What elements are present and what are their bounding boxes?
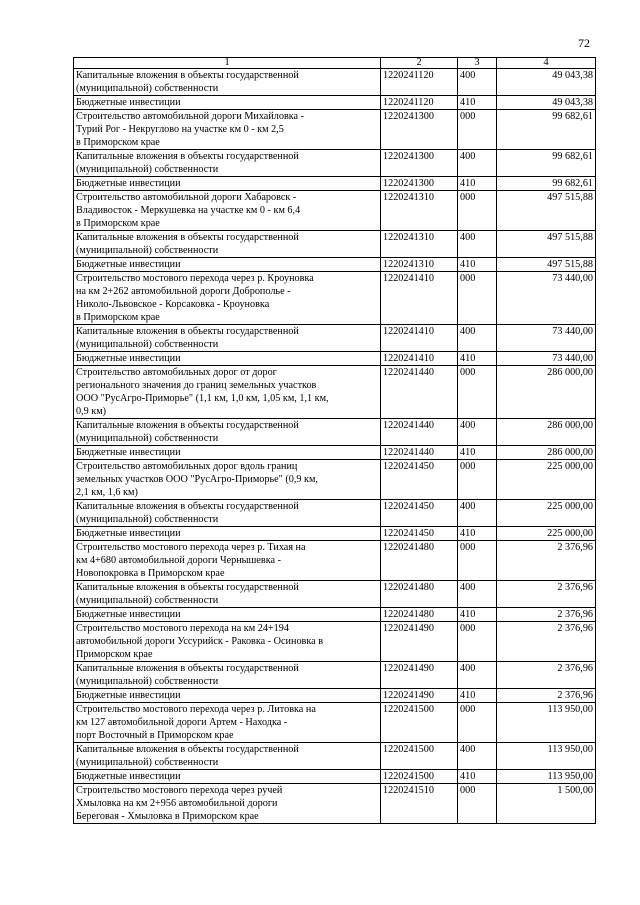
target-code-cell: 1220241490 <box>381 622 458 662</box>
row-name-cell: Капитальные вложения в объекты государственной (муниципальной) собственности <box>74 743 381 770</box>
table-row <box>74 325 596 352</box>
row-name-cell: Строительство автомобильных дорог от дорог регионального значения до границ земельных участков ООО "РусАгро-Приморье" (1,1 км, 1,0 км, 1,05 км, 1,1 км, 0,9 км) <box>74 366 381 419</box>
expense-kind-cell: 000 <box>458 272 497 325</box>
table-row <box>74 581 596 608</box>
target-code-cell: 1220241450 <box>381 527 458 541</box>
target-code-cell: 1220241300 <box>381 150 458 177</box>
table-row <box>74 527 596 541</box>
row-name-cell: Бюджетные инвестиции <box>74 446 381 460</box>
amount-cell: 2 376,96 <box>497 608 596 622</box>
row-name-cell: Бюджетные инвестиции <box>74 527 381 541</box>
budget-table <box>73 57 596 824</box>
target-code-cell: 1220241500 <box>381 770 458 784</box>
amount-cell: 73 440,00 <box>497 272 596 325</box>
target-code-cell: 1220241490 <box>381 662 458 689</box>
expense-kind-cell: 400 <box>458 662 497 689</box>
table-row <box>74 419 596 446</box>
amount-cell: 225 000,00 <box>497 500 596 527</box>
amount-cell: 286 000,00 <box>497 446 596 460</box>
expense-kind-cell: 000 <box>458 110 497 150</box>
target-code-cell: 1220241480 <box>381 581 458 608</box>
expense-kind-cell: 000 <box>458 191 497 231</box>
row-name-cell: Бюджетные инвестиции <box>74 770 381 784</box>
expense-kind-cell: 410 <box>458 96 497 110</box>
table-row <box>74 541 596 581</box>
table-row <box>74 231 596 258</box>
expense-kind-cell: 410 <box>458 608 497 622</box>
target-code-cell: 1220241310 <box>381 231 458 258</box>
table-row <box>74 110 596 150</box>
target-code-cell: 1220241440 <box>381 419 458 446</box>
target-code-cell: 1220241410 <box>381 352 458 366</box>
target-code-cell: 1220241120 <box>381 96 458 110</box>
table-row <box>74 258 596 272</box>
expense-kind-cell: 400 <box>458 231 497 258</box>
amount-cell: 1 500,00 <box>497 784 596 824</box>
target-code-cell: 1220241120 <box>381 69 458 96</box>
amount-cell: 225 000,00 <box>497 527 596 541</box>
target-code-cell: 1220241480 <box>381 608 458 622</box>
amount-cell: 2 376,96 <box>497 581 596 608</box>
expense-kind-cell: 000 <box>458 460 497 500</box>
target-code-cell: 1220241310 <box>381 258 458 272</box>
amount-cell: 497 515,88 <box>497 231 596 258</box>
target-code-cell: 1220241410 <box>381 272 458 325</box>
amount-cell: 49 043,38 <box>497 69 596 96</box>
amount-cell: 286 000,00 <box>497 419 596 446</box>
table-row <box>74 500 596 527</box>
table-row <box>74 69 596 96</box>
amount-cell: 286 000,00 <box>497 366 596 419</box>
header-col-3: 3 <box>458 58 497 69</box>
row-name-cell: Капитальные вложения в объекты государственной (муниципальной) собственности <box>74 325 381 352</box>
amount-cell: 99 682,61 <box>497 110 596 150</box>
row-name-cell: Бюджетные инвестиции <box>74 689 381 703</box>
table-row <box>74 703 596 743</box>
expense-kind-cell: 400 <box>458 325 497 352</box>
amount-cell: 113 950,00 <box>497 703 596 743</box>
table-header <box>74 58 596 69</box>
target-code-cell: 1220241440 <box>381 446 458 460</box>
expense-kind-cell: 400 <box>458 69 497 96</box>
expense-kind-cell: 000 <box>458 541 497 581</box>
target-code-cell: 1220241440 <box>381 366 458 419</box>
header-col-4: 4 <box>497 58 596 69</box>
table-row <box>74 366 596 419</box>
expense-kind-cell: 410 <box>458 527 497 541</box>
target-code-cell: 1220241310 <box>381 191 458 231</box>
target-code-cell: 1220241450 <box>381 500 458 527</box>
expense-kind-cell: 410 <box>458 446 497 460</box>
row-name-cell: Бюджетные инвестиции <box>74 177 381 191</box>
target-code-cell: 1220241490 <box>381 689 458 703</box>
header-col-2: 2 <box>381 58 458 69</box>
amount-cell: 2 376,96 <box>497 689 596 703</box>
table-row <box>74 191 596 231</box>
table-row <box>74 352 596 366</box>
target-code-cell: 1220241410 <box>381 325 458 352</box>
amount-cell: 99 682,61 <box>497 177 596 191</box>
amount-cell: 113 950,00 <box>497 770 596 784</box>
expense-kind-cell: 400 <box>458 743 497 770</box>
table-row <box>74 622 596 662</box>
expense-kind-cell: 410 <box>458 177 497 191</box>
amount-cell: 497 515,88 <box>497 191 596 231</box>
target-code-cell: 1220241300 <box>381 177 458 191</box>
header-col-1: 1 <box>74 58 381 69</box>
amount-cell: 225 000,00 <box>497 460 596 500</box>
amount-cell: 49 043,38 <box>497 96 596 110</box>
row-name-cell: Строительство мостового перехода через р. Кроуновка на км 2+262 автомобильной дороги Доброполье - Николо-Львовское - Корсаковка - Кроуновка в Приморском крае <box>74 272 381 325</box>
row-name-cell: Строительство мостового перехода на км 24+194 автомобильной дороги Уссурийск - Раковка - Осиновка в Приморском крае <box>74 622 381 662</box>
row-name-cell: Строительство мостового перехода через р. Литовка на км 127 автомобильной дороги Артем - Находка - порт Восточный в Приморском крае <box>74 703 381 743</box>
expense-kind-cell: 400 <box>458 419 497 446</box>
expense-kind-cell: 400 <box>458 500 497 527</box>
amount-cell: 497 515,88 <box>497 258 596 272</box>
table-row <box>74 446 596 460</box>
table-row <box>74 96 596 110</box>
row-name-cell: Капитальные вложения в объекты государственной (муниципальной) собственности <box>74 150 381 177</box>
row-name-cell: Бюджетные инвестиции <box>74 352 381 366</box>
row-name-cell: Бюджетные инвестиции <box>74 258 381 272</box>
row-name-cell: Бюджетные инвестиции <box>74 608 381 622</box>
page-number: 72 <box>578 36 590 50</box>
table-body <box>74 69 596 824</box>
expense-kind-cell: 410 <box>458 689 497 703</box>
amount-cell: 2 376,96 <box>497 662 596 689</box>
row-name-cell: Строительство мостового перехода через р. Тихая на км 4+680 автомобильной дороги Чернышевка - Новопокровка в Приморском крае <box>74 541 381 581</box>
amount-cell: 73 440,00 <box>497 325 596 352</box>
table-row <box>74 770 596 784</box>
table-row <box>74 177 596 191</box>
row-name-cell: Капитальные вложения в объекты государственной (муниципальной) собственности <box>74 419 381 446</box>
table-row <box>74 662 596 689</box>
expense-kind-cell: 410 <box>458 258 497 272</box>
expense-kind-cell: 000 <box>458 703 497 743</box>
row-name-cell: Капитальные вложения в объекты государственной (муниципальной) собственности <box>74 69 381 96</box>
amount-cell: 99 682,61 <box>497 150 596 177</box>
target-code-cell: 1220241300 <box>381 110 458 150</box>
target-code-cell: 1220241450 <box>381 460 458 500</box>
row-name-cell: Строительство автомобильной дороги Хабаровск - Владивосток - Меркушевка на участке км 0 - км 6,4 в Приморском крае <box>74 191 381 231</box>
expense-kind-cell: 400 <box>458 581 497 608</box>
table-row <box>74 784 596 824</box>
expense-kind-cell: 000 <box>458 784 497 824</box>
expense-kind-cell: 410 <box>458 770 497 784</box>
amount-cell: 113 950,00 <box>497 743 596 770</box>
target-code-cell: 1220241480 <box>381 541 458 581</box>
table-row <box>74 608 596 622</box>
row-name-cell: Капитальные вложения в объекты государственной (муниципальной) собственности <box>74 581 381 608</box>
expense-kind-cell: 000 <box>458 622 497 662</box>
expense-kind-cell: 400 <box>458 150 497 177</box>
row-name-cell: Капитальные вложения в объекты государственной (муниципальной) собственности <box>74 662 381 689</box>
amount-cell: 2 376,96 <box>497 622 596 662</box>
table-row <box>74 743 596 770</box>
amount-cell: 73 440,00 <box>497 352 596 366</box>
target-code-cell: 1220241500 <box>381 743 458 770</box>
row-name-cell: Строительство мостового перехода через ручей Хмыловка на км 2+956 автомобильной дороги Береговая - Хмыловка в Приморском крае <box>74 784 381 824</box>
row-name-cell: Капитальные вложения в объекты государственной (муниципальной) собственности <box>74 500 381 527</box>
row-name-cell: Строительство автомобильных дорог вдоль границ земельных участков ООО "РусАгро-Приморье" (0,9 км, 2,1 км, 1,6 км) <box>74 460 381 500</box>
table-row <box>74 689 596 703</box>
table-row <box>74 150 596 177</box>
header-row <box>74 58 596 69</box>
row-name-cell: Капитальные вложения в объекты государственной (муниципальной) собственности <box>74 231 381 258</box>
row-name-cell: Бюджетные инвестиции <box>74 96 381 110</box>
table-row <box>74 272 596 325</box>
amount-cell: 2 376,96 <box>497 541 596 581</box>
target-code-cell: 1220241510 <box>381 784 458 824</box>
expense-kind-cell: 000 <box>458 366 497 419</box>
expense-kind-cell: 410 <box>458 352 497 366</box>
table-row <box>74 460 596 500</box>
row-name-cell: Строительство автомобильной дороги Михайловка - Турий Рог - Некруглово на участке км 0 - км 2,5 в Приморском крае <box>74 110 381 150</box>
target-code-cell: 1220241500 <box>381 703 458 743</box>
